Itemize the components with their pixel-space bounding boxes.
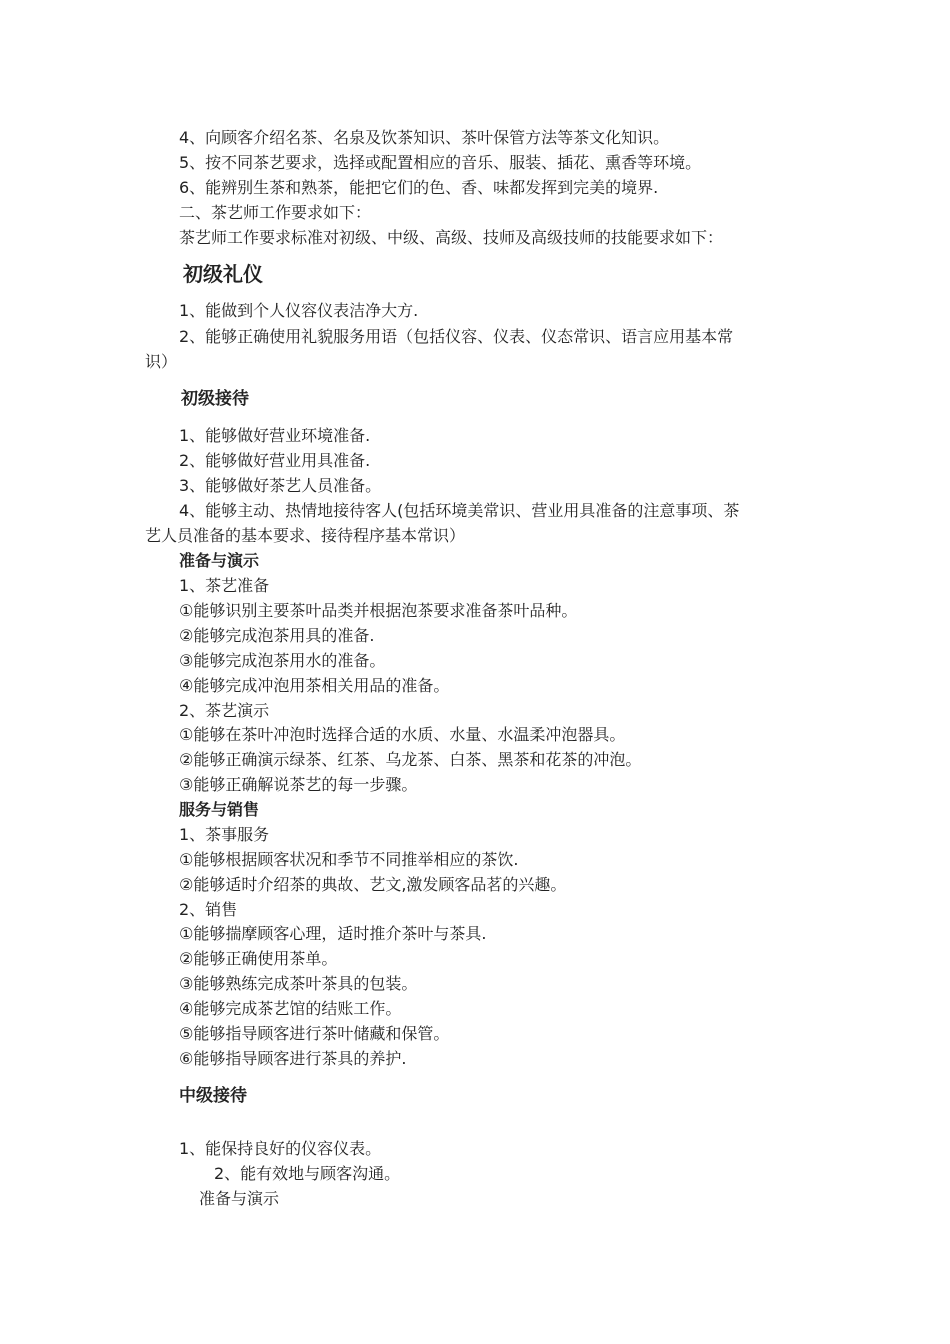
- list-item: ①能够揣摩顾客心理，适时推介茶叶与茶具.: [179, 924, 487, 943]
- list-item: ②能够正确演示绿茶、红茶、乌龙茶、白茶、黑茶和花茶的冲泡。: [179, 750, 642, 769]
- list-item: ②能够适时介绍茶的典故、艺文,激发顾客品茗的兴趣。: [179, 875, 567, 894]
- heading-intermediate-reception: 中级接待: [179, 1086, 247, 1106]
- list-item: ①能够在茶叶冲泡时选择合适的水质、水量、水温柔冲泡器具。: [179, 725, 626, 744]
- subheading: 1、茶艺准备: [179, 576, 270, 595]
- list-item-continuation: 艺人员准备的基本要求、接待程序基本常识）: [145, 526, 466, 545]
- text-line: 4、向顾客介绍名茶、名泉及饮茶知识、茶叶保管方法等茶文化知识。: [179, 128, 670, 147]
- subheading: 准备与演示: [199, 1189, 280, 1208]
- text-line: 6、能辨别生茶和熟茶，能把它们的色、香、味都发挥到完美的境界.: [179, 178, 659, 197]
- list-item: 4、能够主动、热情地接待客人(包括环境美常识、营业用具准备的注意事项、茶: [179, 501, 740, 520]
- heading-junior-etiquette: 初级礼仪: [183, 262, 263, 286]
- list-item: ④能够完成冲泡用茶相关用品的准备。: [179, 676, 450, 695]
- list-item: ①能够根据顾客状况和季节不同推举相应的茶饮.: [179, 850, 519, 869]
- list-item: ⑥能够指导顾客进行茶具的养护.: [179, 1049, 407, 1068]
- list-item-continuation: 识）: [145, 352, 178, 371]
- list-item: 1、能做到个人仪容仪表洁净大方.: [179, 301, 419, 320]
- subheading: 1、茶事服务: [179, 825, 270, 844]
- list-item: ②能够完成泡茶用具的准备.: [179, 626, 375, 645]
- list-item: ④能够完成茶艺馆的结账工作。: [179, 999, 402, 1018]
- list-item: 2、能够做好营业用具准备.: [179, 451, 371, 470]
- list-item: 1、能保持良好的仪容仪表。: [179, 1139, 382, 1158]
- text-line: 茶艺师工作要求标准对初级、中级、高级、技师及高级技师的技能要求如下：: [179, 228, 724, 247]
- subheading: 2、茶艺演示: [179, 701, 270, 720]
- heading-junior-reception: 初级接待: [181, 389, 249, 409]
- list-item: ③能够完成泡茶用水的准备。: [179, 651, 386, 670]
- list-item: 1、能够做好营业环境准备.: [179, 426, 371, 445]
- list-item: ⑤能够指导顾客进行茶叶储藏和保管。: [179, 1024, 450, 1043]
- list-item: 3、能够做好茶艺人员准备。: [179, 476, 382, 495]
- heading-preparation: 准备与演示: [179, 551, 260, 570]
- list-item: 2、能够正确使用礼貌服务用语（包括仪容、仪表、仪态常识、语言应用基本常: [179, 327, 734, 346]
- list-item: ①能够识别主要茶叶品类并根据泡茶要求准备茶叶品种。: [179, 601, 578, 620]
- heading-service-sales: 服务与销售: [179, 800, 260, 819]
- list-item: ③能够熟练完成茶叶茶具的包装。: [179, 974, 418, 993]
- list-item: ③能够正确解说茶艺的每一步骤。: [179, 775, 418, 794]
- list-item: 2、能有效地与顾客沟通。: [214, 1164, 401, 1183]
- subheading: 2、销售: [179, 900, 238, 919]
- list-item: ②能够正确使用茶单。: [179, 949, 338, 968]
- text-line: 5、按不同茶艺要求，选择或配置相应的音乐、服装、插花、熏香等环境。: [179, 153, 702, 172]
- section-heading: 二、茶艺师工作要求如下：: [179, 203, 372, 222]
